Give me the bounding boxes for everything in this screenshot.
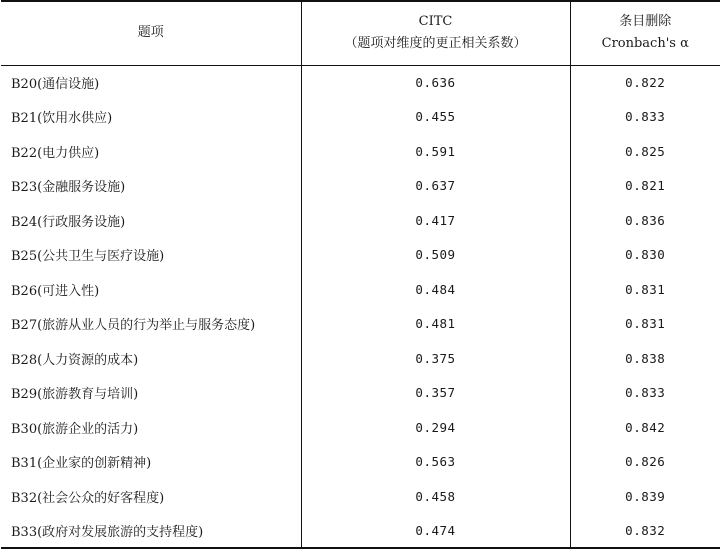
row-item: B22(电力供应)	[1, 134, 301, 169]
row-item: B29(旅游教育与培训)	[1, 376, 301, 411]
row-citc: 0.474	[301, 514, 570, 549]
header-item-label: 题项	[137, 25, 164, 41]
row-alpha: 0.831	[625, 281, 666, 297]
row-citc: 0.294	[301, 410, 570, 445]
table-row	[1, 65, 720, 100]
row-citc: 0.417	[301, 203, 570, 238]
row-alpha: 0.825	[625, 143, 666, 159]
row-item: B21(饮用水供应)	[1, 100, 301, 135]
row-alpha: 0.833	[625, 385, 666, 401]
row-item: B24(行政服务设施)	[1, 203, 301, 238]
table-row	[1, 445, 720, 480]
row-alpha: 0.832	[570, 514, 720, 549]
row-item: B20(通信设施)	[1, 65, 301, 100]
row-item: B33(政府对发展旅游的支持程度)	[1, 514, 301, 549]
header-alpha-title: 条目删除	[619, 14, 672, 30]
table-row	[1, 203, 720, 238]
header-citc-title: CITC	[418, 14, 453, 30]
row-citc: 0.481	[301, 307, 570, 342]
row-citc: 0.563	[301, 445, 570, 480]
table-row	[1, 100, 720, 135]
row-alpha: 0.839	[625, 488, 666, 504]
row-alpha: 0.821	[625, 178, 666, 194]
row-citc: 0.591	[301, 134, 570, 169]
row-item: B26(可进入性)	[1, 272, 301, 307]
header-citc	[301, 1, 570, 65]
header-alpha-subtitle: Cronbach's α	[601, 36, 689, 52]
row-alpha: 0.833	[625, 109, 666, 125]
row-citc: 0.509	[301, 238, 570, 273]
row-citc: 0.455	[301, 100, 570, 135]
row-alpha: 0.826	[625, 454, 666, 470]
row-alpha: 0.822	[625, 75, 666, 90]
table-row	[1, 169, 720, 204]
table-row	[1, 410, 720, 445]
header-item	[1, 1, 301, 65]
row-item: B30(旅游企业的活力)	[1, 410, 301, 445]
row-alpha: 0.830	[625, 247, 666, 263]
table-body	[1, 65, 720, 548]
row-alpha: 0.842	[625, 419, 666, 435]
row-item: B31(企业家的创新精神)	[1, 445, 301, 480]
table-header	[1, 1, 720, 65]
row-alpha: 0.838	[625, 350, 666, 366]
row-citc: 0.484	[301, 272, 570, 307]
row-citc: 0.458	[301, 479, 570, 514]
table-row	[1, 307, 720, 342]
table-row	[1, 272, 720, 307]
table-row	[1, 134, 720, 169]
table-row	[1, 341, 720, 376]
row-item: B32(社会公众的好客程度)	[1, 479, 301, 514]
header-row	[1, 1, 720, 65]
table-row	[1, 514, 720, 549]
row-citc: 0.637	[301, 169, 570, 204]
row-item: B23(金融服务设施)	[1, 169, 301, 204]
row-item: B27(旅游从业人员的行为举止与服务态度)	[1, 307, 301, 342]
header-alpha	[570, 1, 720, 65]
row-item: B28(人力资源的成本)	[1, 341, 301, 376]
citc-reliability-table	[1, 0, 720, 549]
table-row	[1, 238, 720, 273]
row-citc: 0.636	[301, 65, 570, 100]
row-alpha: 0.836	[625, 212, 666, 228]
table-row	[1, 376, 720, 411]
row-alpha: 0.831	[625, 316, 666, 332]
row-item: B25(公共卫生与医疗设施)	[1, 238, 301, 273]
table-row	[1, 479, 720, 514]
row-citc: 0.357	[301, 376, 570, 411]
header-citc-subtitle: （题项对维度的更正相关系数）	[344, 36, 527, 52]
row-citc: 0.375	[301, 341, 570, 376]
